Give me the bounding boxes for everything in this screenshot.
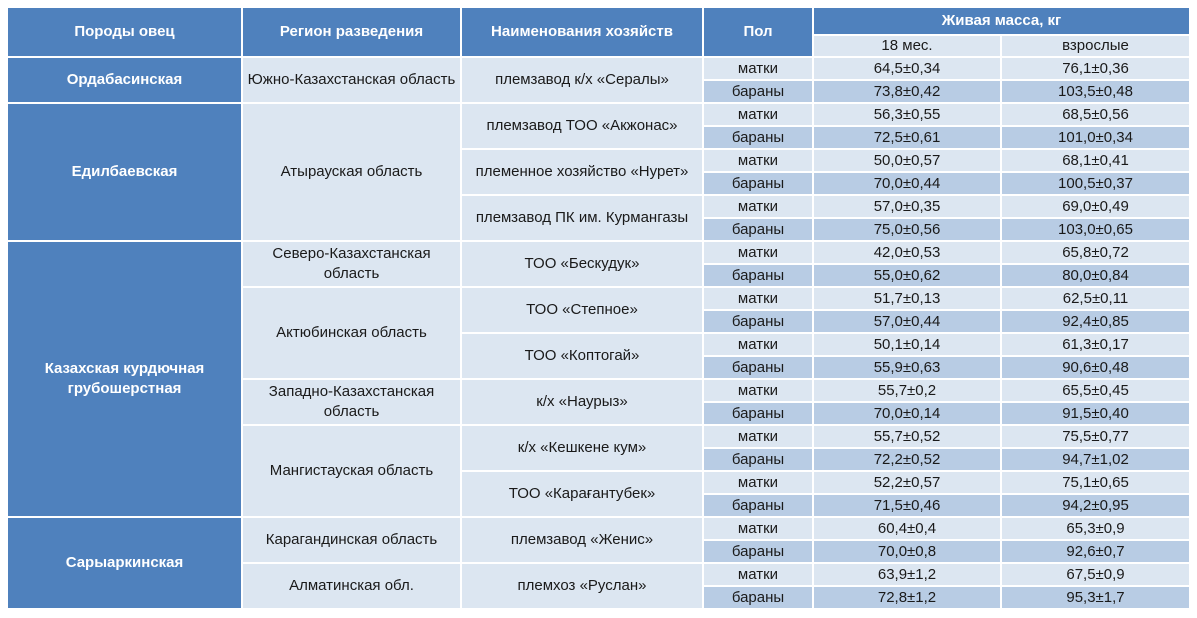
region-cell: Алматинская обл.: [242, 563, 461, 609]
weight-adult-cell: 92,4±0,85: [1001, 310, 1190, 333]
weight-18m-cell: 50,1±0,14: [813, 333, 1001, 356]
weight-adult-cell: 65,8±0,72: [1001, 241, 1190, 264]
sex-cell: бараны: [703, 586, 813, 609]
sex-cell: бараны: [703, 218, 813, 241]
header-live-weight: Живая масса, кг: [813, 7, 1190, 35]
sex-cell: бараны: [703, 172, 813, 195]
breed-cell: Ордабасинская: [7, 57, 242, 103]
weight-18m-cell: 52,2±0,57: [813, 471, 1001, 494]
sex-cell: матки: [703, 195, 813, 218]
breed-cell: Сарыаркинская: [7, 517, 242, 609]
header-age-18-months: 18 мес.: [813, 35, 1001, 57]
weight-18m-cell: 55,7±0,52: [813, 425, 1001, 448]
sex-cell: бараны: [703, 402, 813, 425]
weight-18m-cell: 57,0±0,35: [813, 195, 1001, 218]
weight-18m-cell: 55,7±0,2: [813, 379, 1001, 402]
farm-cell: племенное хозяйство «Нурет»: [461, 149, 703, 195]
weight-adult-cell: 76,1±0,36: [1001, 57, 1190, 80]
weight-18m-cell: 75,0±0,56: [813, 218, 1001, 241]
weight-adult-cell: 68,1±0,41: [1001, 149, 1190, 172]
region-cell: Мангистауская область: [242, 425, 461, 517]
farm-cell: племзавод ПК им. Курмангазы: [461, 195, 703, 241]
weight-adult-cell: 67,5±0,9: [1001, 563, 1190, 586]
sex-cell: матки: [703, 471, 813, 494]
region-cell: Атырауская область: [242, 103, 461, 241]
weight-18m-cell: 72,8±1,2: [813, 586, 1001, 609]
sex-cell: матки: [703, 57, 813, 80]
weight-18m-cell: 73,8±0,42: [813, 80, 1001, 103]
farm-cell: ТОО «Карағантубек»: [461, 471, 703, 517]
weight-adult-cell: 103,0±0,65: [1001, 218, 1190, 241]
farm-cell: племхоз «Руслан»: [461, 563, 703, 609]
weight-adult-cell: 91,5±0,40: [1001, 402, 1190, 425]
sex-cell: бараны: [703, 126, 813, 149]
weight-adult-cell: 94,7±1,02: [1001, 448, 1190, 471]
header-farms: Наименования хозяйств: [461, 7, 703, 57]
sex-cell: матки: [703, 563, 813, 586]
sex-cell: матки: [703, 103, 813, 126]
farm-cell: ТОО «Степное»: [461, 287, 703, 333]
weight-18m-cell: 64,5±0,34: [813, 57, 1001, 80]
weight-adult-cell: 95,3±1,7: [1001, 586, 1190, 609]
sex-cell: бараны: [703, 80, 813, 103]
sex-cell: бараны: [703, 264, 813, 287]
weight-18m-cell: 70,0±0,14: [813, 402, 1001, 425]
weight-adult-cell: 68,5±0,56: [1001, 103, 1190, 126]
farm-cell: ТОО «Бескудук»: [461, 241, 703, 287]
weight-adult-cell: 75,5±0,77: [1001, 425, 1190, 448]
weight-18m-cell: 72,5±0,61: [813, 126, 1001, 149]
weight-adult-cell: 100,5±0,37: [1001, 172, 1190, 195]
sex-cell: матки: [703, 149, 813, 172]
header-breed: Породы овец: [7, 7, 242, 57]
weight-18m-cell: 70,0±0,44: [813, 172, 1001, 195]
farm-cell: племзавод ТОО «Акжонас»: [461, 103, 703, 149]
farm-cell: к/х «Наурыз»: [461, 379, 703, 425]
farm-cell: к/х «Кешкене кум»: [461, 425, 703, 471]
sex-cell: бараны: [703, 448, 813, 471]
sex-cell: матки: [703, 241, 813, 264]
farm-cell: ТОО «Коптогай»: [461, 333, 703, 379]
weight-adult-cell: 92,6±0,7: [1001, 540, 1190, 563]
sex-cell: матки: [703, 287, 813, 310]
weight-18m-cell: 56,3±0,55: [813, 103, 1001, 126]
weight-adult-cell: 75,1±0,65: [1001, 471, 1190, 494]
table-row: [7, 517, 1190, 540]
table-row: [7, 103, 1190, 126]
weight-18m-cell: 70,0±0,8: [813, 540, 1001, 563]
sex-cell: матки: [703, 425, 813, 448]
table-row: [7, 57, 1190, 80]
sex-cell: бараны: [703, 310, 813, 333]
weight-adult-cell: 103,5±0,48: [1001, 80, 1190, 103]
breed-cell: Едилбаевская: [7, 103, 242, 241]
weight-18m-cell: 51,7±0,13: [813, 287, 1001, 310]
sex-cell: бараны: [703, 356, 813, 379]
weight-18m-cell: 50,0±0,57: [813, 149, 1001, 172]
weight-18m-cell: 57,0±0,44: [813, 310, 1001, 333]
table-row: [7, 241, 1190, 264]
weight-adult-cell: 65,3±0,9: [1001, 517, 1190, 540]
sex-cell: матки: [703, 379, 813, 402]
weight-18m-cell: 63,9±1,2: [813, 563, 1001, 586]
weight-adult-cell: 62,5±0,11: [1001, 287, 1190, 310]
header-sex: Пол: [703, 7, 813, 57]
weight-adult-cell: 90,6±0,48: [1001, 356, 1190, 379]
weight-18m-cell: 71,5±0,46: [813, 494, 1001, 517]
farm-cell: племзавод к/х «Сералы»: [461, 57, 703, 103]
sex-cell: бараны: [703, 494, 813, 517]
weight-adult-cell: 94,2±0,95: [1001, 494, 1190, 517]
breed-cell: Казахская курдючная грубошерстная: [7, 241, 242, 517]
region-cell: Южно-Казахстанская область: [242, 57, 461, 103]
farm-cell: племзавод «Женис»: [461, 517, 703, 563]
sex-cell: бараны: [703, 540, 813, 563]
weight-adult-cell: 65,5±0,45: [1001, 379, 1190, 402]
weight-18m-cell: 60,4±0,4: [813, 517, 1001, 540]
sex-cell: матки: [703, 333, 813, 356]
weight-18m-cell: 55,0±0,62: [813, 264, 1001, 287]
region-cell: Карагандинская область: [242, 517, 461, 563]
header-region: Регион разведения: [242, 7, 461, 57]
weight-18m-cell: 55,9±0,63: [813, 356, 1001, 379]
weight-adult-cell: 69,0±0,49: [1001, 195, 1190, 218]
region-cell: Западно-Казахстанская область: [242, 379, 461, 425]
weight-adult-cell: 101,0±0,34: [1001, 126, 1190, 149]
weight-18m-cell: 72,2±0,52: [813, 448, 1001, 471]
weight-18m-cell: 42,0±0,53: [813, 241, 1001, 264]
region-cell: Северо-Казахстанская область: [242, 241, 461, 287]
sheep-live-weight-table: [6, 6, 1191, 610]
weight-adult-cell: 80,0±0,84: [1001, 264, 1190, 287]
region-cell: Актюбинская область: [242, 287, 461, 379]
weight-adult-cell: 61,3±0,17: [1001, 333, 1190, 356]
sex-cell: матки: [703, 517, 813, 540]
header-adult: взрослые: [1001, 35, 1190, 57]
